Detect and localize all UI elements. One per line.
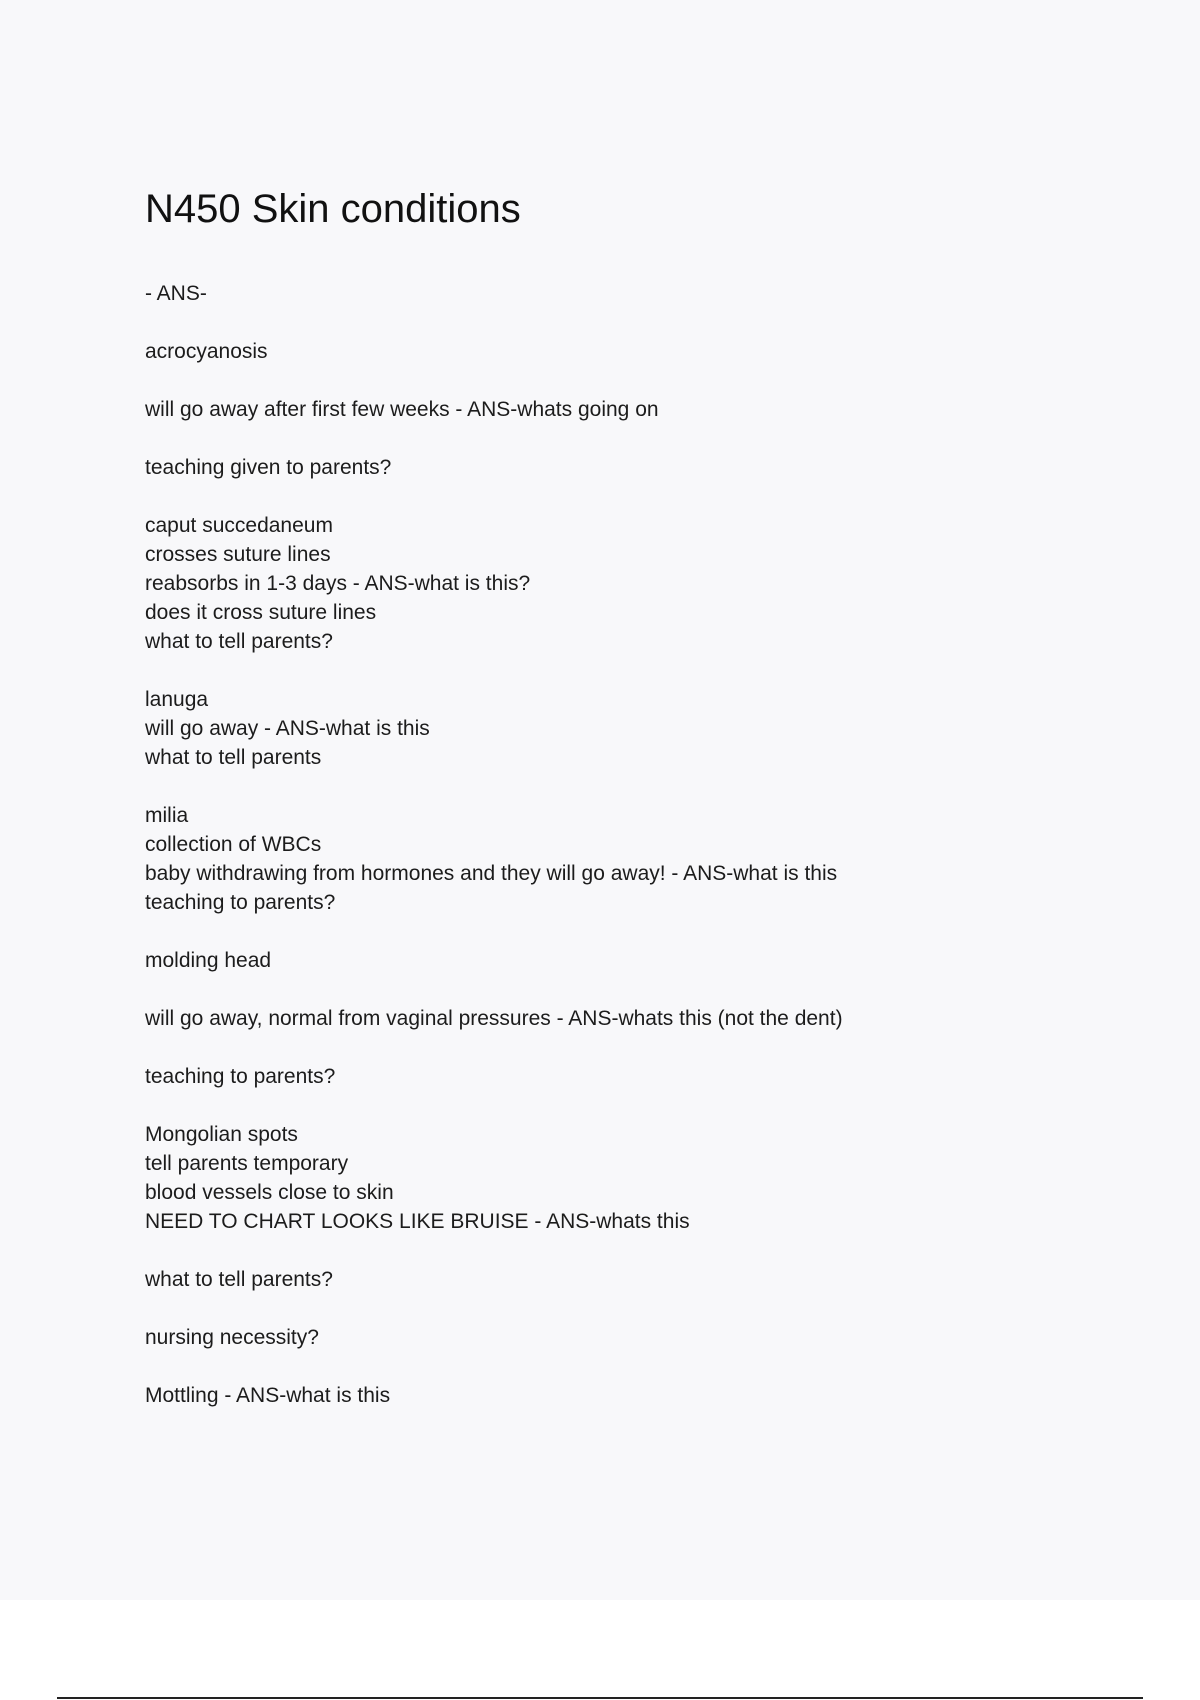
text-line: will go away after first few weeks - ANS-whats going on bbox=[145, 398, 659, 421]
text-block bbox=[145, 1381, 1095, 1410]
text-block bbox=[145, 511, 1095, 656]
text-line: teaching to parents? bbox=[145, 1065, 336, 1088]
text-block bbox=[145, 1120, 1095, 1236]
text-line: collection of WBCs bbox=[145, 833, 322, 856]
text-block bbox=[145, 801, 1095, 917]
text-line: blood vessels close to skin bbox=[145, 1181, 394, 1204]
text-line: what to tell parents? bbox=[145, 630, 333, 653]
text-line: acrocyanosis bbox=[145, 340, 268, 363]
text-line: does it cross suture lines bbox=[145, 601, 377, 624]
text-line: tell parents temporary bbox=[145, 1152, 349, 1175]
text-block bbox=[145, 946, 1095, 975]
text-line: will go away - ANS-what is this bbox=[145, 717, 430, 740]
text-line: reabsorbs in 1-3 days - ANS-what is this? bbox=[145, 572, 531, 595]
document-title: N450 Skin conditions bbox=[145, 187, 521, 231]
text-block bbox=[145, 1062, 1095, 1091]
text-block bbox=[145, 395, 1095, 424]
text-block bbox=[145, 1004, 1095, 1033]
text-line: caput succedaneum bbox=[145, 514, 333, 537]
text-block bbox=[145, 685, 1095, 772]
text-line: molding head bbox=[145, 949, 272, 972]
text-line: teaching to parents? bbox=[145, 891, 336, 914]
text-line: crosses suture lines bbox=[145, 543, 331, 566]
text-block bbox=[145, 1323, 1095, 1352]
text-line: - ANS- bbox=[145, 282, 207, 305]
text-line: NEED TO CHART LOOKS LIKE BRUISE - ANS-whats this bbox=[145, 1210, 690, 1233]
text-block bbox=[145, 337, 1095, 366]
text-line: will go away, normal from vaginal pressures - ANS-whats this (not the dent) bbox=[145, 1007, 843, 1030]
text-line: Mottling - ANS-what is this bbox=[145, 1384, 391, 1407]
text-block bbox=[145, 279, 1095, 308]
text-block bbox=[145, 1265, 1095, 1294]
text-line: baby withdrawing from hormones and they will go away! - ANS-what is this bbox=[145, 862, 838, 885]
text-line: lanuga bbox=[145, 688, 209, 711]
text-line: nursing necessity? bbox=[145, 1326, 319, 1349]
footer-divider bbox=[57, 1697, 1143, 1699]
text-line: milia bbox=[145, 804, 189, 827]
text-line: teaching given to parents? bbox=[145, 456, 392, 479]
text-line: Mongolian spots bbox=[145, 1123, 298, 1146]
text-line: what to tell parents bbox=[145, 746, 322, 769]
text-line: what to tell parents? bbox=[145, 1268, 333, 1291]
document-body bbox=[145, 279, 1095, 1439]
text-block bbox=[145, 453, 1095, 482]
